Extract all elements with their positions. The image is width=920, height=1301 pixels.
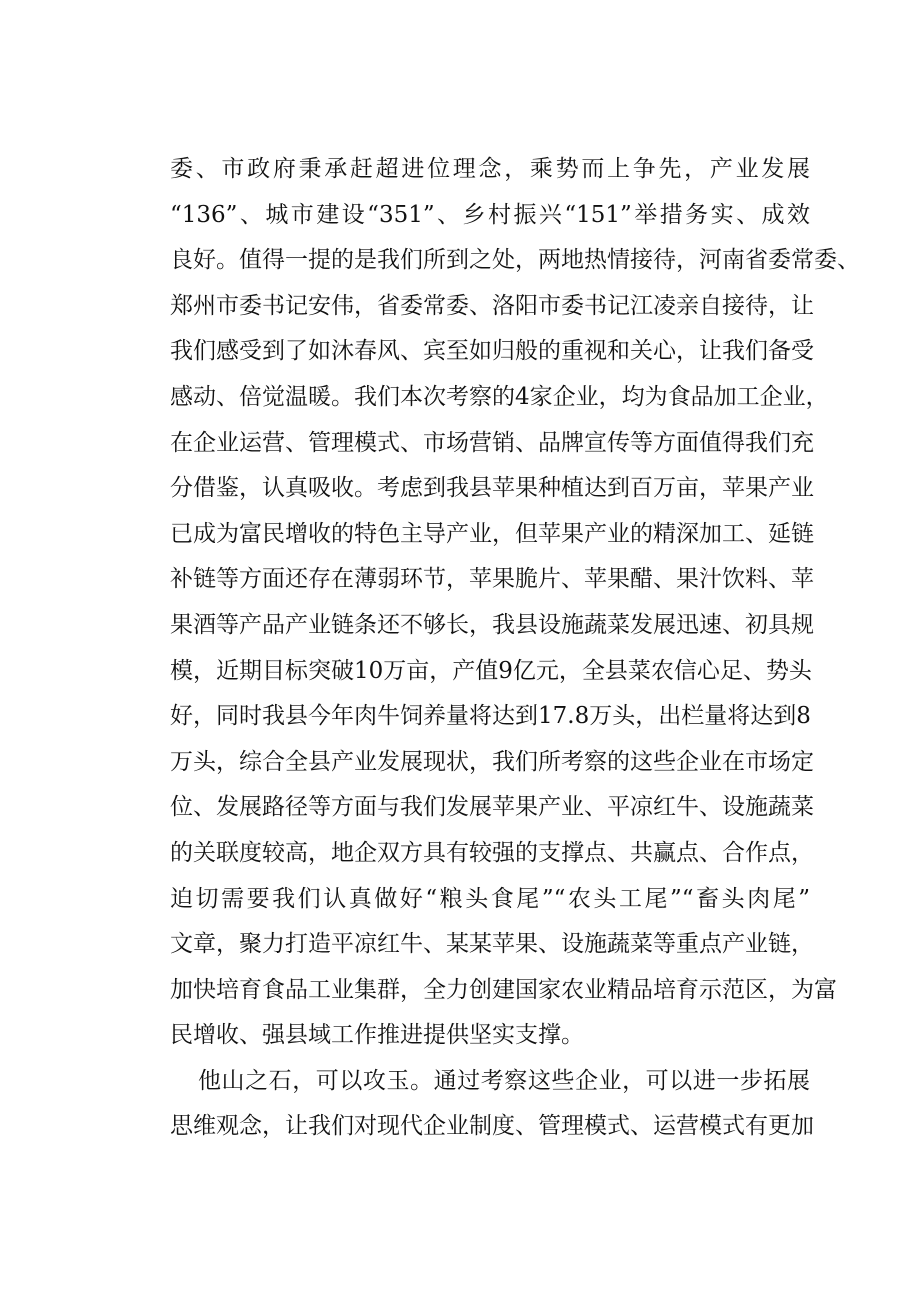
text-line: 的关联度较高，地企双方具有较强的支撑点、共赢点、合作点， bbox=[170, 839, 814, 866]
text-line: 思维观念，让我们对现代企业制度、管理模式、运营模式有更加 bbox=[170, 1113, 814, 1140]
paragraph bbox=[170, 147, 860, 1059]
text-line: 分借鉴，认真吸收。考虑到我县苹果种植达到百万亩，苹果产业 bbox=[170, 475, 814, 502]
text-line: 他山之石，可以攻玉。通过考察这些企业，可以进一步拓展 bbox=[198, 1067, 810, 1094]
text-line: 委、市政府秉承赶超进位理念，乘势而上争先，产业发展 bbox=[170, 156, 810, 182]
text-line: 在企业运营、管理模式、市场营销、品牌宣传等方面值得我们充 bbox=[170, 429, 814, 456]
text-line: 文章，聚力打造平凉红牛、某某苹果、设施蔬菜等重点产业链， bbox=[170, 931, 814, 958]
text-line: “136”、城市建设“351”、乡村振兴“151”举措务实、成效 bbox=[170, 201, 810, 228]
text-line: 郑州市委书记安伟，省委常委、洛阳市委书记江凌亲自接待，让 bbox=[170, 292, 814, 319]
paragraph bbox=[170, 1059, 814, 1150]
text-line: 位、发展路径等方面与我们发展苹果产业、平凉红牛、设施蔬菜 bbox=[170, 794, 814, 821]
text-line: 模，近期目标突破10万亩，产值9亿元，全县菜农信心足、势头 bbox=[170, 657, 812, 684]
text-line: 万头，综合全县产业发展现状，我们所考察的这些企业在市场定 bbox=[170, 748, 814, 775]
text-line: 我们感受到了如沐春风、宾至如归般的重视和关心，让我们备受 bbox=[170, 338, 814, 365]
text-line: 民增收、强县域工作推进提供坚实支撑。 bbox=[170, 1022, 584, 1049]
text-line: 补链等方面还存在薄弱环节，苹果脆片、苹果醋、果汁饮料、苹 bbox=[170, 566, 814, 593]
document-body bbox=[170, 147, 860, 1150]
text-line: 加快培育食品工业集群，全力创建国家农业精品培育示范区，为富 bbox=[170, 976, 837, 1003]
text-line: 良好。值得一提的是我们所到之处，两地热情接待，河南省委常委、 bbox=[170, 247, 860, 274]
text-line: 迫切需要我们认真做好“粮头食尾”“农头工尾”“畜头肉尾” bbox=[170, 885, 810, 912]
text-line: 好，同时我县今年肉牛饲养量将达到17.8万头，出栏量将达到8 bbox=[170, 703, 811, 730]
text-line: 感动、倍觉温暖。我们本次考察的4家企业，均为食品加工企业， bbox=[170, 383, 829, 410]
text-line: 果酒等产品产业链条还不够长，我县设施蔬菜发展迅速、初具规 bbox=[170, 611, 814, 638]
text-line: 已成为富民增收的特色主导产业，但苹果产业的精深加工、延链 bbox=[170, 520, 814, 547]
